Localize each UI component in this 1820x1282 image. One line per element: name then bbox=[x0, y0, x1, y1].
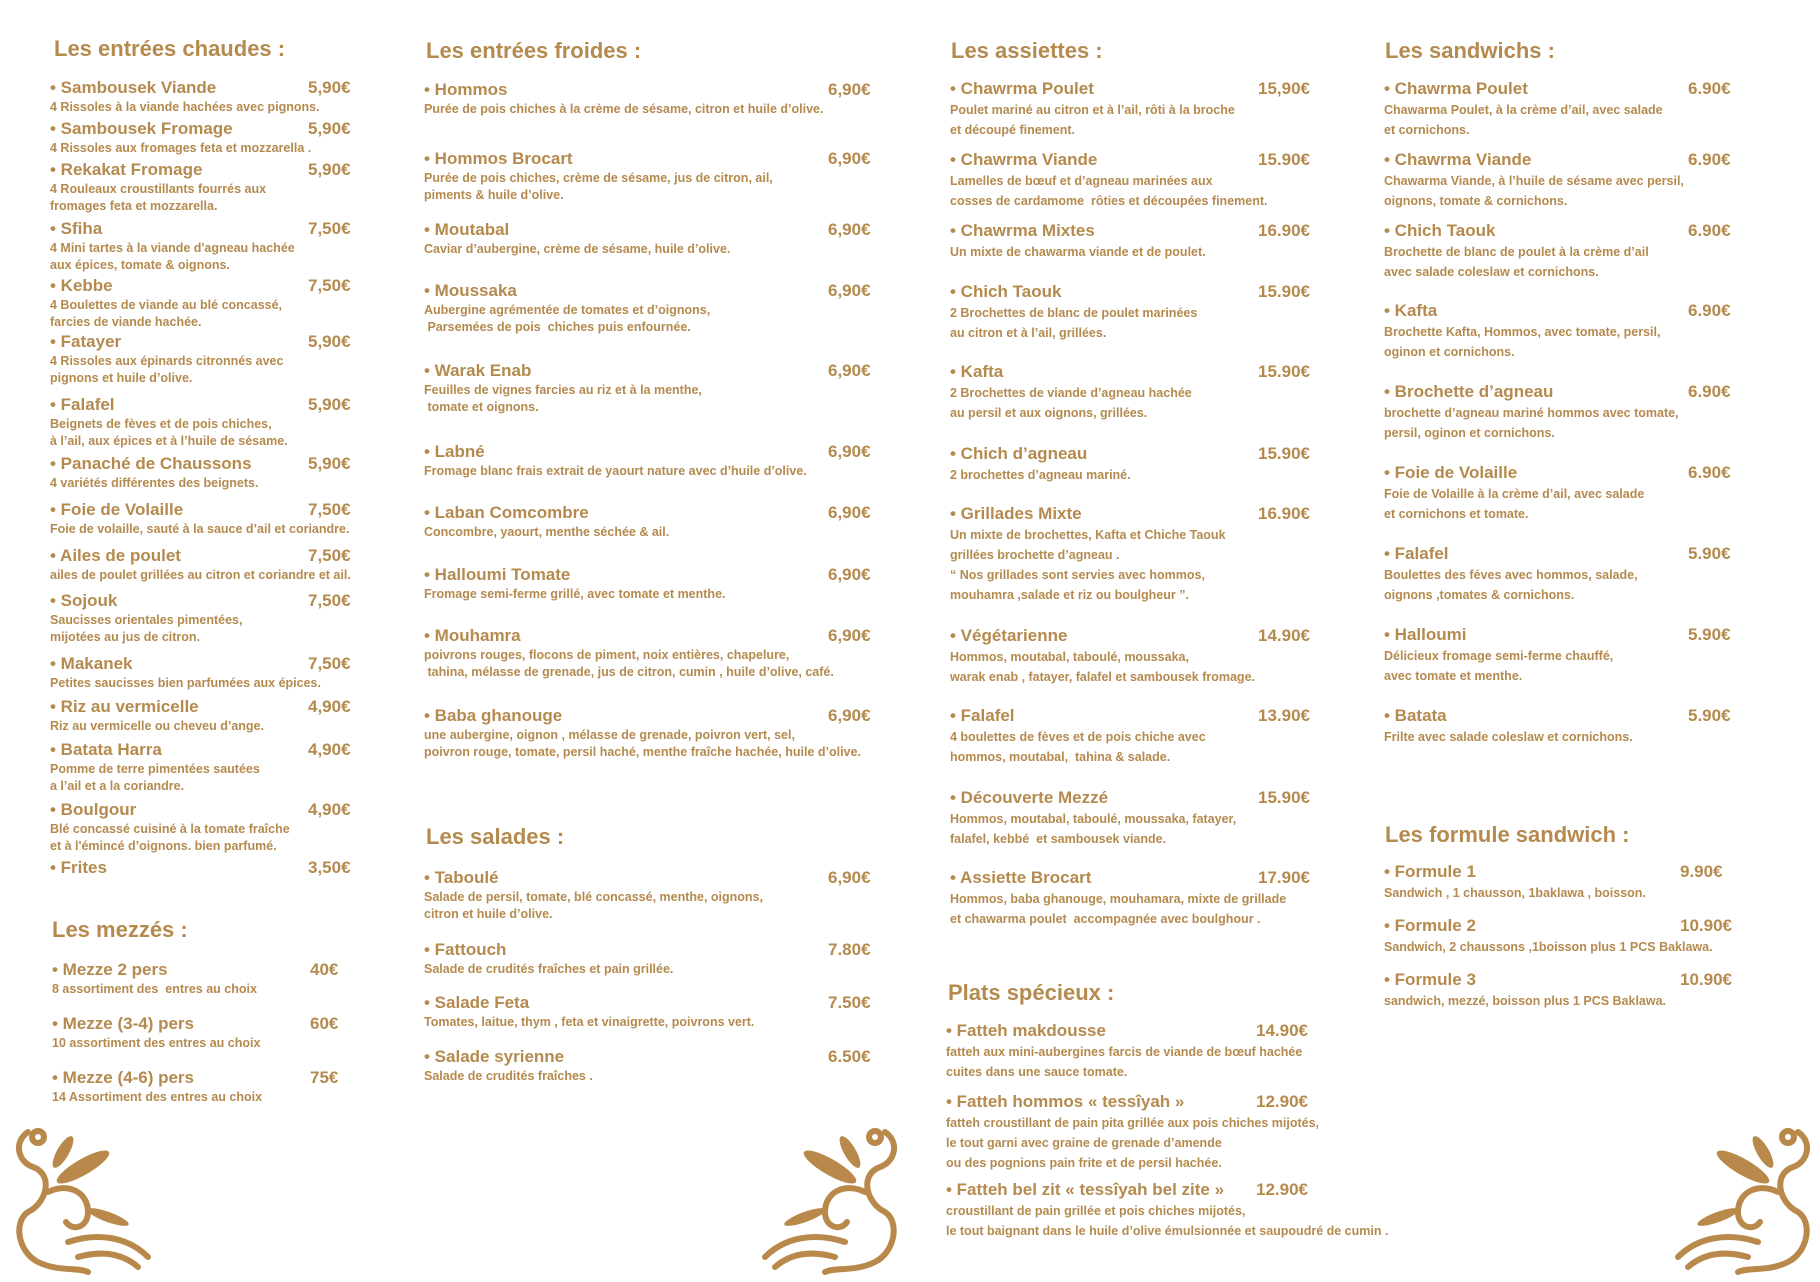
item-price: 7.50€ bbox=[828, 993, 871, 1012]
item-price: 4,90€ bbox=[308, 740, 351, 759]
item-name: • Kafta bbox=[950, 362, 1004, 381]
item-name: • Riz au vermicelle bbox=[50, 697, 199, 716]
item-name: • Chawrma Viande bbox=[1384, 150, 1532, 169]
menu-item bbox=[1384, 463, 1731, 524]
item-price: 6,90€ bbox=[828, 361, 871, 380]
menu-item bbox=[50, 591, 351, 646]
item-price: 15.90€ bbox=[1258, 444, 1310, 463]
ornament-bottom-center-icon bbox=[755, 1122, 905, 1282]
item-description: 4 Boulettes de viande au blé concassé, farcies de viande hachée. bbox=[50, 298, 283, 329]
item-name: • Salade Feta bbox=[424, 993, 530, 1012]
item-name: • Sfiha bbox=[50, 219, 103, 238]
item-description: Foie de Volaille à la crème d’ail, avec salade et cornichons et tomate. bbox=[1384, 487, 1645, 521]
section-title-mezzes: Les mezzés : bbox=[52, 917, 188, 942]
item-description: Tomates, laitue, thym , feta et vinaigrette, poivrons vert. bbox=[424, 1015, 755, 1029]
item-price: 10.90€ bbox=[1680, 916, 1732, 935]
item-description: ailes de poulet grillées au citron et coriandre et ail. bbox=[50, 568, 351, 582]
item-name: • Mezze (3-4) pers bbox=[52, 1014, 194, 1033]
item-price: 6,90€ bbox=[828, 565, 871, 584]
item-description: Hommos, moutabal, taboulé, moussaka, warak enab , fatayer, falafel et sambousek fromage. bbox=[950, 650, 1255, 684]
menu-item bbox=[424, 706, 871, 761]
menu-item bbox=[424, 868, 871, 923]
menu-item bbox=[946, 1021, 1308, 1082]
menu-item bbox=[1384, 544, 1731, 605]
menu-item bbox=[1384, 79, 1731, 140]
item-description: Salade de persil, tomate, blé concassé, menthe, oignons, citron et huile d’olive. bbox=[424, 890, 763, 921]
item-price: 15.90€ bbox=[1258, 362, 1310, 381]
menu-item bbox=[424, 565, 871, 603]
menu-item bbox=[50, 546, 351, 584]
item-name: • Chawrma Mixtes bbox=[950, 221, 1095, 240]
item-description: Un mixte de chawarma viande et de poulet. bbox=[950, 245, 1206, 259]
item-name: • Sambousek Fromage bbox=[50, 119, 233, 138]
item-description: Petites saucisses bien parfumées aux épices. bbox=[50, 676, 321, 690]
menu-item bbox=[52, 1068, 339, 1106]
menu-item bbox=[50, 500, 349, 538]
menu-item bbox=[50, 697, 351, 735]
item-name: • Formule 3 bbox=[1384, 970, 1476, 989]
item-price: 5,90€ bbox=[308, 78, 351, 97]
section-title-plats-specieux: Plats spécieux : bbox=[948, 980, 1115, 1005]
section-title-sandwichs: Les sandwichs : bbox=[1385, 38, 1555, 63]
menu-item bbox=[424, 940, 871, 978]
item-description: Purée de pois chiches, crème de sésame, jus de citron, ail, piments & huile d’olive. bbox=[424, 171, 773, 202]
menu-item bbox=[950, 788, 1310, 849]
section-title-assiettes: Les assiettes : bbox=[951, 38, 1103, 63]
item-name: • Labné bbox=[424, 442, 485, 461]
item-price: 6.90€ bbox=[1688, 463, 1731, 482]
item-price: 5,90€ bbox=[308, 395, 351, 414]
item-price: 6.90€ bbox=[1688, 150, 1731, 169]
item-description: 2 Brochettes de viande d’agneau hachée au persil et aux oignons, grillées. bbox=[950, 386, 1192, 420]
menu-item bbox=[50, 276, 351, 331]
menu-item bbox=[50, 454, 351, 492]
item-price: 15.90€ bbox=[1258, 282, 1310, 301]
item-price: 40€ bbox=[310, 960, 339, 979]
item-description: une aubergine, oignon , mélasse de grenade, poivron vert, sel, poivron rouge, tomate, persil haché, menthe fraîche hachée, huile d’olive. bbox=[424, 728, 861, 759]
item-name: • Batata bbox=[1384, 706, 1447, 725]
item-name: • Makanek bbox=[50, 654, 133, 673]
item-description: Feuilles de vignes farcies au riz et à la menthe, tomate et oignons. bbox=[424, 383, 702, 414]
menu-item bbox=[424, 361, 871, 416]
menu-item bbox=[946, 1092, 1319, 1173]
item-name: • Chich d’agneau bbox=[950, 444, 1088, 463]
menu-item bbox=[50, 654, 351, 692]
item-name: • Batata Harra bbox=[50, 740, 162, 759]
item-price: 75€ bbox=[310, 1068, 339, 1087]
item-name: • Sojouk bbox=[50, 591, 118, 610]
item-price: 7,50€ bbox=[308, 219, 351, 238]
menu-item bbox=[1384, 150, 1731, 211]
item-price: 5.90€ bbox=[1688, 544, 1731, 563]
item-description: 4 Mini tartes à la viande d'agneau hachée aux épices, tomate & oignons. bbox=[50, 241, 295, 272]
item-name: • Moussaka bbox=[424, 281, 517, 300]
item-price: 6,90€ bbox=[828, 706, 871, 725]
item-description: Frilte avec salade coleslaw et cornichons. bbox=[1384, 730, 1633, 744]
item-price: 4,90€ bbox=[308, 800, 351, 819]
item-name: • Chawrma Viande bbox=[950, 150, 1098, 169]
item-price: 14.90€ bbox=[1258, 626, 1310, 645]
item-name: • Sambousek Viande bbox=[50, 78, 217, 97]
item-description: 2 Brochettes de blanc de poulet marinées au citron et à l’ail, grillées. bbox=[950, 306, 1198, 340]
menu-item bbox=[50, 119, 351, 157]
item-description: 4 boulettes de fèves et de pois chiche avec hommos, moutabal, tahina & salade. bbox=[950, 730, 1206, 764]
item-name: • Kafta bbox=[1384, 301, 1438, 320]
menu-item bbox=[424, 1047, 871, 1085]
item-price: 7.80€ bbox=[828, 940, 871, 959]
item-description: 10 assortiment des entres au choix bbox=[52, 1036, 261, 1050]
menu-item bbox=[950, 706, 1310, 767]
item-name: • Falafel bbox=[1384, 544, 1449, 563]
menu-item bbox=[50, 858, 351, 878]
item-price: 7,50€ bbox=[308, 276, 351, 295]
item-price: 13.90€ bbox=[1258, 706, 1310, 725]
item-price: 15.90€ bbox=[1258, 150, 1310, 169]
item-name: • Découverte Mezzé bbox=[950, 788, 1109, 807]
item-price: 6,90€ bbox=[828, 503, 871, 522]
item-name: • Fatteh bel zit « tessîyah bel zite » bbox=[946, 1180, 1225, 1199]
menu-item bbox=[950, 504, 1310, 605]
menu-item bbox=[1384, 625, 1731, 686]
item-price: 3,50€ bbox=[308, 858, 351, 877]
menu-item bbox=[950, 282, 1310, 343]
item-description: Blé concassé cuisiné à la tomate fraîche et à l'émincé d’oignons. bien parfumé. bbox=[50, 822, 290, 853]
item-name: • Fatteh makdousse bbox=[946, 1021, 1106, 1040]
section-title-entrees-froides: Les entrées froides : bbox=[426, 38, 642, 63]
menu-item bbox=[424, 220, 871, 258]
item-description: Brochette de blanc de poulet à la crème d’ail avec salade coleslaw et cornichons. bbox=[1384, 245, 1649, 279]
menu-item bbox=[50, 219, 351, 274]
menu-item bbox=[50, 800, 351, 855]
menu-item bbox=[950, 444, 1310, 485]
menu-item bbox=[424, 626, 871, 681]
item-description: Riz au vermicelle ou cheveu d’ange. bbox=[50, 719, 264, 733]
item-name: • Rekakat Fromage bbox=[50, 160, 203, 179]
item-description: 2 brochettes d’agneau mariné. bbox=[950, 468, 1131, 482]
item-name: • Fatayer bbox=[50, 332, 122, 351]
item-price: 60€ bbox=[310, 1014, 339, 1033]
section-title-salades: Les salades : bbox=[426, 824, 565, 849]
item-price: 15.90€ bbox=[1258, 788, 1310, 807]
item-description: Hommos, baba ghanouge, mouhamara, mixte de grillade et chawarma poulet accompagnée avec boulghour . bbox=[950, 892, 1287, 926]
item-description: 8 assortiment des entres au choix bbox=[52, 982, 257, 996]
item-description: Purée de pois chiches à la crème de sésame, citron et huile d’olive. bbox=[424, 102, 824, 116]
item-price: 7,50€ bbox=[308, 500, 351, 519]
item-name: • Falafel bbox=[50, 395, 115, 414]
section-title-formule-sandwich: Les formule sandwich : bbox=[1385, 822, 1630, 847]
item-description: 4 variétés différentes des beignets. bbox=[50, 476, 259, 490]
item-description: fatteh croustillant de pain pita grillée aux pois chiches mijotés, le tout garni avec graine de grenade d’amende ou des pognions pain frite et de persil hachée. bbox=[946, 1116, 1320, 1170]
item-description: Salade de crudités fraîches et pain grillée. bbox=[424, 962, 674, 976]
item-price: 6.90€ bbox=[1688, 382, 1731, 401]
item-price: 16.90€ bbox=[1258, 504, 1310, 523]
item-name: • Chich Taouk bbox=[950, 282, 1062, 301]
item-price: 7,50€ bbox=[308, 546, 351, 565]
menu-item bbox=[950, 150, 1310, 211]
item-price: 5.90€ bbox=[1688, 706, 1731, 725]
item-name: • Foie de Volaille bbox=[50, 500, 184, 519]
item-price: 6.90€ bbox=[1688, 221, 1731, 240]
item-description: Fromage blanc frais extrait de yaourt nature avec d’huile d’olive. bbox=[424, 464, 807, 478]
menu-item bbox=[50, 160, 351, 215]
menu-item bbox=[1384, 382, 1731, 443]
menu-item bbox=[950, 626, 1310, 687]
menu-item bbox=[950, 79, 1310, 140]
item-description: 4 Rissoles à la viande hachées avec pignons. bbox=[50, 100, 320, 114]
menu-item bbox=[424, 149, 871, 204]
item-description: 4 Rissoles aux épinards citronnés avec pignons et huile d’olive. bbox=[50, 354, 284, 385]
item-price: 15,90€ bbox=[1258, 79, 1310, 98]
ornament-bottom-right-icon bbox=[1668, 1122, 1818, 1282]
ornament-bottom-left-icon bbox=[8, 1122, 158, 1282]
item-description: 4 Rouleaux croustillants fourrés aux fromages feta et mozzarella. bbox=[50, 182, 267, 213]
item-description: fatteh aux mini-aubergines farcis de viande de bœuf hachée cuites dans une sauce tomate. bbox=[946, 1045, 1303, 1079]
item-description: brochette d’agneau mariné hommos avec tomate, persil, oginon et cornichons. bbox=[1384, 406, 1679, 440]
item-description: Boulettes des féves avec hommos, salade, oignons ,tomates & cornichons. bbox=[1384, 568, 1638, 602]
item-description: Aubergine agrémentée de tomates et d’oignons, Parsemées de pois chiches puis enfournée. bbox=[424, 303, 711, 334]
item-name: • Brochette d’agneau bbox=[1384, 382, 1554, 401]
item-description: Pomme de terre pimentées sautées a l’ail et a la coriandre. bbox=[50, 762, 260, 793]
item-name: • Formule 1 bbox=[1384, 862, 1476, 881]
menu-item bbox=[52, 1014, 339, 1052]
item-name: • Halloumi Tomate bbox=[424, 565, 571, 584]
item-name: • Ailes de poulet bbox=[50, 546, 181, 565]
item-description: croustillant de pain grillée et pois chiches mijotés, le tout baignant dans le huile d’olive émulsionnée et saupoudré de cumin . bbox=[946, 1204, 1389, 1238]
item-name: • Formule 2 bbox=[1384, 916, 1476, 935]
item-price: 12.90€ bbox=[1256, 1180, 1308, 1199]
item-description: Salade de crudités fraîches . bbox=[424, 1069, 593, 1083]
item-name: • Fatteh hommos « tessîyah » bbox=[946, 1092, 1185, 1111]
menu-item bbox=[50, 740, 351, 795]
item-price: 6,90€ bbox=[828, 442, 871, 461]
item-description: Fromage semi-ferme grillé, avec tomate et menthe. bbox=[424, 587, 726, 601]
item-description: sandwich, mezzé, boisson plus 1 PCS Baklawa. bbox=[1384, 994, 1667, 1008]
menu-item bbox=[1384, 970, 1732, 1011]
item-name: • Hommos bbox=[424, 80, 508, 99]
item-price: 6,90€ bbox=[828, 281, 871, 300]
menu-item bbox=[52, 960, 339, 998]
item-price: 5,90€ bbox=[308, 332, 351, 351]
item-price: 10.90€ bbox=[1680, 970, 1732, 989]
item-name: • Baba ghanouge bbox=[424, 706, 563, 725]
item-price: 17.90€ bbox=[1258, 868, 1310, 887]
item-name: • Chawrma Poulet bbox=[950, 79, 1094, 98]
item-price: 12.90€ bbox=[1256, 1092, 1308, 1111]
item-name: • Hommos Brocart bbox=[424, 149, 573, 168]
item-price: 6,90€ bbox=[828, 626, 871, 645]
menu-item bbox=[950, 362, 1310, 423]
item-name: • Grillades Mixte bbox=[950, 504, 1082, 523]
item-description: Chawarma Poulet, à la crème d’ail, avec salade et cornichons. bbox=[1384, 103, 1663, 137]
item-price: 14.90€ bbox=[1256, 1021, 1308, 1040]
section-title-entrees-chaudes: Les entrées chaudes : bbox=[54, 36, 286, 61]
item-price: 6,90€ bbox=[828, 220, 871, 239]
item-name: • Kebbe bbox=[50, 276, 113, 295]
item-price: 7,50€ bbox=[308, 591, 351, 610]
item-price: 6,90€ bbox=[828, 80, 871, 99]
item-description: Sandwich , 1 chausson, 1baklawa , boisson. bbox=[1384, 886, 1646, 900]
menu-item bbox=[424, 993, 871, 1031]
item-price: 4,90€ bbox=[308, 697, 351, 716]
item-description: Lamelles de bœuf et d’agneau marinées aux cosses de cardamome rôties et découpées finement. bbox=[950, 174, 1268, 208]
item-description: Concombre, yaourt, menthe séchée & ail. bbox=[424, 525, 670, 539]
menu-item bbox=[950, 868, 1310, 929]
menu-item bbox=[1384, 706, 1731, 747]
item-name: • Moutabal bbox=[424, 220, 510, 239]
menu-item bbox=[1384, 301, 1731, 362]
item-description: Poulet mariné au citron et à l’ail, rôti à la broche et découpé finement. bbox=[950, 103, 1235, 137]
menu-item bbox=[1384, 916, 1732, 957]
item-name: • Frites bbox=[50, 858, 107, 877]
item-price: 6,90€ bbox=[828, 149, 871, 168]
menu-item bbox=[424, 503, 871, 541]
item-name: • Panaché de Chaussons bbox=[50, 454, 252, 473]
menu-item bbox=[1384, 862, 1723, 903]
menu-item bbox=[1384, 221, 1731, 282]
item-description: Beignets de fèves et de pois chiches, à l’ail, aux épices et à l’huile de sésame. bbox=[50, 417, 288, 448]
item-price: 6,90€ bbox=[828, 868, 871, 887]
item-name: • Halloumi bbox=[1384, 625, 1467, 644]
menu-item bbox=[946, 1180, 1388, 1241]
item-description: Sandwich, 2 chaussons ,1boisson plus 1 PCS Baklawa. bbox=[1384, 940, 1713, 954]
item-description: Chawarma Viande, à l’huile de sésame avec persil, oignons, tomate & cornichons. bbox=[1384, 174, 1684, 208]
item-name: • Foie de Volaille bbox=[1384, 463, 1518, 482]
item-description: Délicieux fromage semi-ferme chauffé, avec tomate et menthe. bbox=[1384, 649, 1614, 683]
menu-item bbox=[50, 395, 351, 450]
item-price: 5,90€ bbox=[308, 454, 351, 473]
item-price: 7,50€ bbox=[308, 654, 351, 673]
item-name: • Fattouch bbox=[424, 940, 507, 959]
item-name: • Mezze 2 pers bbox=[52, 960, 168, 979]
item-name: • Mezze (4-6) pers bbox=[52, 1068, 194, 1087]
item-price: 5,90€ bbox=[308, 119, 351, 138]
item-name: • Chich Taouk bbox=[1384, 221, 1496, 240]
menu-item bbox=[424, 442, 871, 480]
item-price: 16.90€ bbox=[1258, 221, 1310, 240]
menu-item bbox=[424, 80, 871, 118]
item-description: 14 Assortiment des entres au choix bbox=[52, 1090, 263, 1104]
item-name: • Falafel bbox=[950, 706, 1015, 725]
item-description: Foie de volaille, sauté à la sauce d’ail et coriandre. bbox=[50, 522, 350, 536]
item-description: Hommos, moutabal, taboulé, moussaka, fatayer, falafel, kebbé et sambousek viande. bbox=[950, 812, 1237, 846]
item-name: • Chawrma Poulet bbox=[1384, 79, 1528, 98]
menu-item bbox=[50, 78, 351, 116]
item-description: Caviar d’aubergine, crème de sésame, huile d’olive. bbox=[424, 242, 731, 256]
item-price: 6.90€ bbox=[1688, 301, 1731, 320]
item-name: • Warak Enab bbox=[424, 361, 532, 380]
menu-item bbox=[950, 221, 1310, 262]
item-description: Un mixte de brochettes, Kafta et Chiche Taouk grillées brochette d’agneau . “ Nos grillades sont servies avec hommos, mouhamra ,salade et riz ou boulgheur ”. bbox=[950, 528, 1226, 602]
item-price: 6.50€ bbox=[828, 1047, 871, 1066]
item-name: • Boulgour bbox=[50, 800, 137, 819]
item-price: 5.90€ bbox=[1688, 625, 1731, 644]
item-name: • Laban Comcombre bbox=[424, 503, 589, 522]
item-name: • Végétarienne bbox=[950, 626, 1068, 645]
item-price: 5,90€ bbox=[308, 160, 351, 179]
item-description: poivrons rouges, flocons de piment, noix entières, chapelure, tahina, mélasse de grenade, jus de citron, cumin , huile d’olive, café. bbox=[424, 648, 834, 679]
menu-item bbox=[424, 281, 871, 336]
item-description: 4 Rissoles aux fromages feta et mozzarella . bbox=[50, 141, 312, 155]
item-price: 6.90€ bbox=[1688, 79, 1731, 98]
item-name: • Mouhamra bbox=[424, 626, 521, 645]
item-name: • Taboulé bbox=[424, 868, 499, 887]
menu-item bbox=[50, 332, 351, 387]
item-description: Saucisses orientales pimentées, mijotées au jus de citron. bbox=[50, 613, 243, 644]
item-price: 9.90€ bbox=[1680, 862, 1723, 881]
item-name: • Salade syrienne bbox=[424, 1047, 565, 1066]
item-description: Brochette Kafta, Hommos, avec tomate, persil, oginon et cornichons. bbox=[1384, 325, 1661, 359]
item-name: • Assiette Brocart bbox=[950, 868, 1092, 887]
